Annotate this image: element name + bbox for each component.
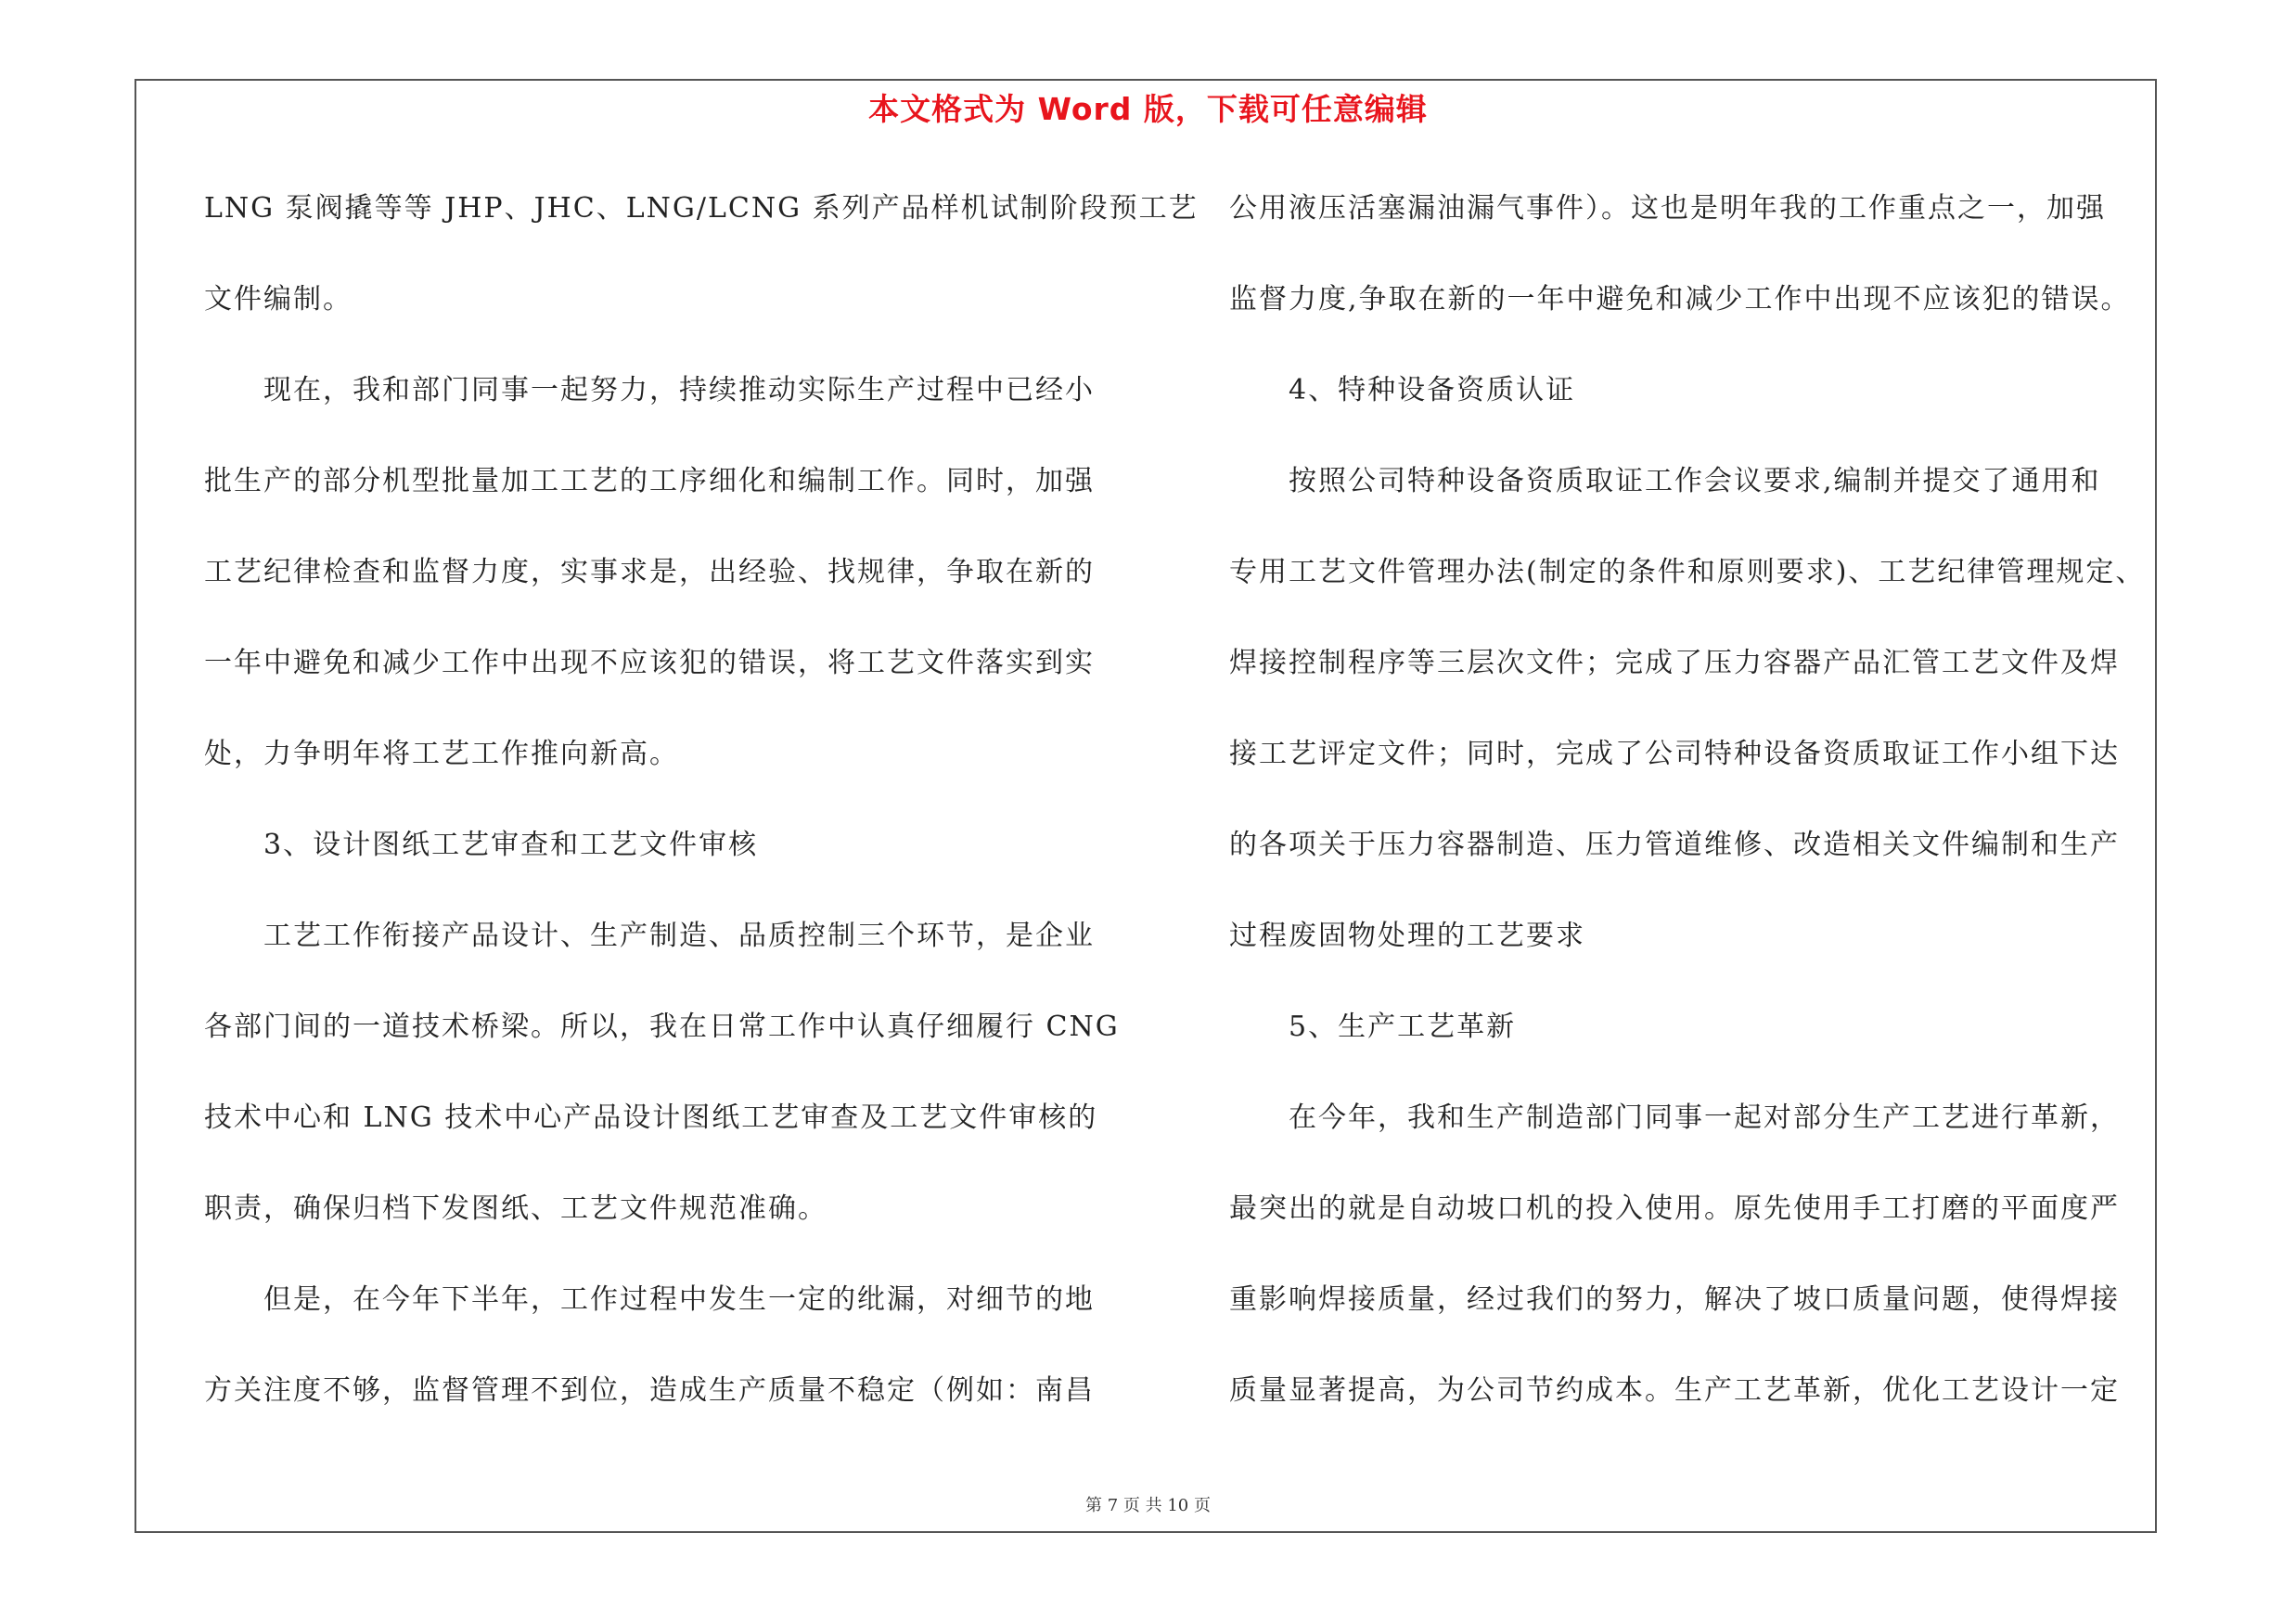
text-line: 工艺纪律检查和监督力度，实事求是，出经验、找规律，争取在新的 [204,556,1095,588]
text-line: LNG 泵阀撬等等 JHP、JHC、LNG/LCNG 系列产品样机试制阶段预工艺 [204,192,1199,225]
text-line: 的各项关于压力容器制造、压力管道维修、改造相关文件编制和生产 [1229,829,2120,861]
text-line: 专用工艺文件管理办法(制定的条件和原则要求)、工艺纪律管理规定、 [1229,556,2146,588]
text-line: 过程废固物处理的工艺要求 [1229,920,1585,952]
section-heading: 4、特种设备资质认证 [1229,374,1576,406]
text-line: 各部门间的一道技术桥梁。所以，我在日常工作中认真仔细履行 CNG [204,1011,1120,1043]
page-footer: 第 7 页 共 10 页 [1085,1496,1211,1515]
text-line: 按照公司特种设备资质取证工作会议要求,编制并提交了通用和 [1229,465,2101,497]
text-line: 批生产的部分机型批量加工工艺的工序细化和编制工作。同时，加强 [204,465,1095,497]
text-line: 工艺工作衔接产品设计、生产制造、品质控制三个环节，是企业 [204,920,1095,952]
text-line: 接工艺评定文件；同时，完成了公司特种设备资质取证工作小组下达 [1229,738,2120,770]
text-line: 一年中避免和减少工作中出现不应该犯的错误，将工艺文件落实到实 [204,647,1095,679]
text-line: 质量显著提高，为公司节约成本。生产工艺革新，优化工艺设计一定 [1229,1374,2120,1407]
section-heading: 3、设计图纸工艺审查和工艺文件审核 [204,829,759,861]
text-line: 处，力争明年将工艺工作推向新高。 [204,738,679,770]
text-line: 最突出的就是自动坡口机的投入使用。原先使用手工打磨的平面度严 [1229,1192,2120,1225]
text-line: 焊接控制程序等三层次文件；完成了压力容器产品汇管工艺文件及焊 [1229,647,2120,679]
text-line: 方关注度不够，监督管理不到位，造成生产质量不稳定（例如：南昌 [204,1374,1095,1407]
text-line: 文件编制。 [204,283,353,316]
text-line: 现在，我和部门同事一起努力，持续推动实际生产过程中已经小 [204,374,1095,406]
text-line: 重影响焊接质量，经过我们的努力，解决了坡口质量问题，使得焊接 [1229,1283,2120,1316]
text-line: 在今年，我和生产制造部门同事一起对部分生产工艺进行革新， [1229,1101,2120,1134]
text-line: 监督力度,争取在新的一年中避免和减少工作中出现不应该犯的错误。 [1229,283,2131,316]
section-heading: 5、生产工艺革新 [1229,1011,1517,1043]
left-column [204,181,1199,1454]
text-line: 技术中心和 LNG 技术中心产品设计图纸工艺审查及工艺文件审核的 [204,1101,1098,1134]
text-line: 公用液压活塞漏油漏气事件）。这也是明年我的工作重点之一，加强 [1229,192,2106,225]
text-line: 职责，确保归档下发图纸、工艺文件规范准确。 [204,1192,827,1225]
format-banner: 本文格式为 Word 版，下载可任意编辑 [868,91,1428,127]
text-line: 但是，在今年下半年，工作过程中发生一定的纰漏，对细节的地 [204,1283,1095,1316]
right-column [1229,181,2157,1454]
